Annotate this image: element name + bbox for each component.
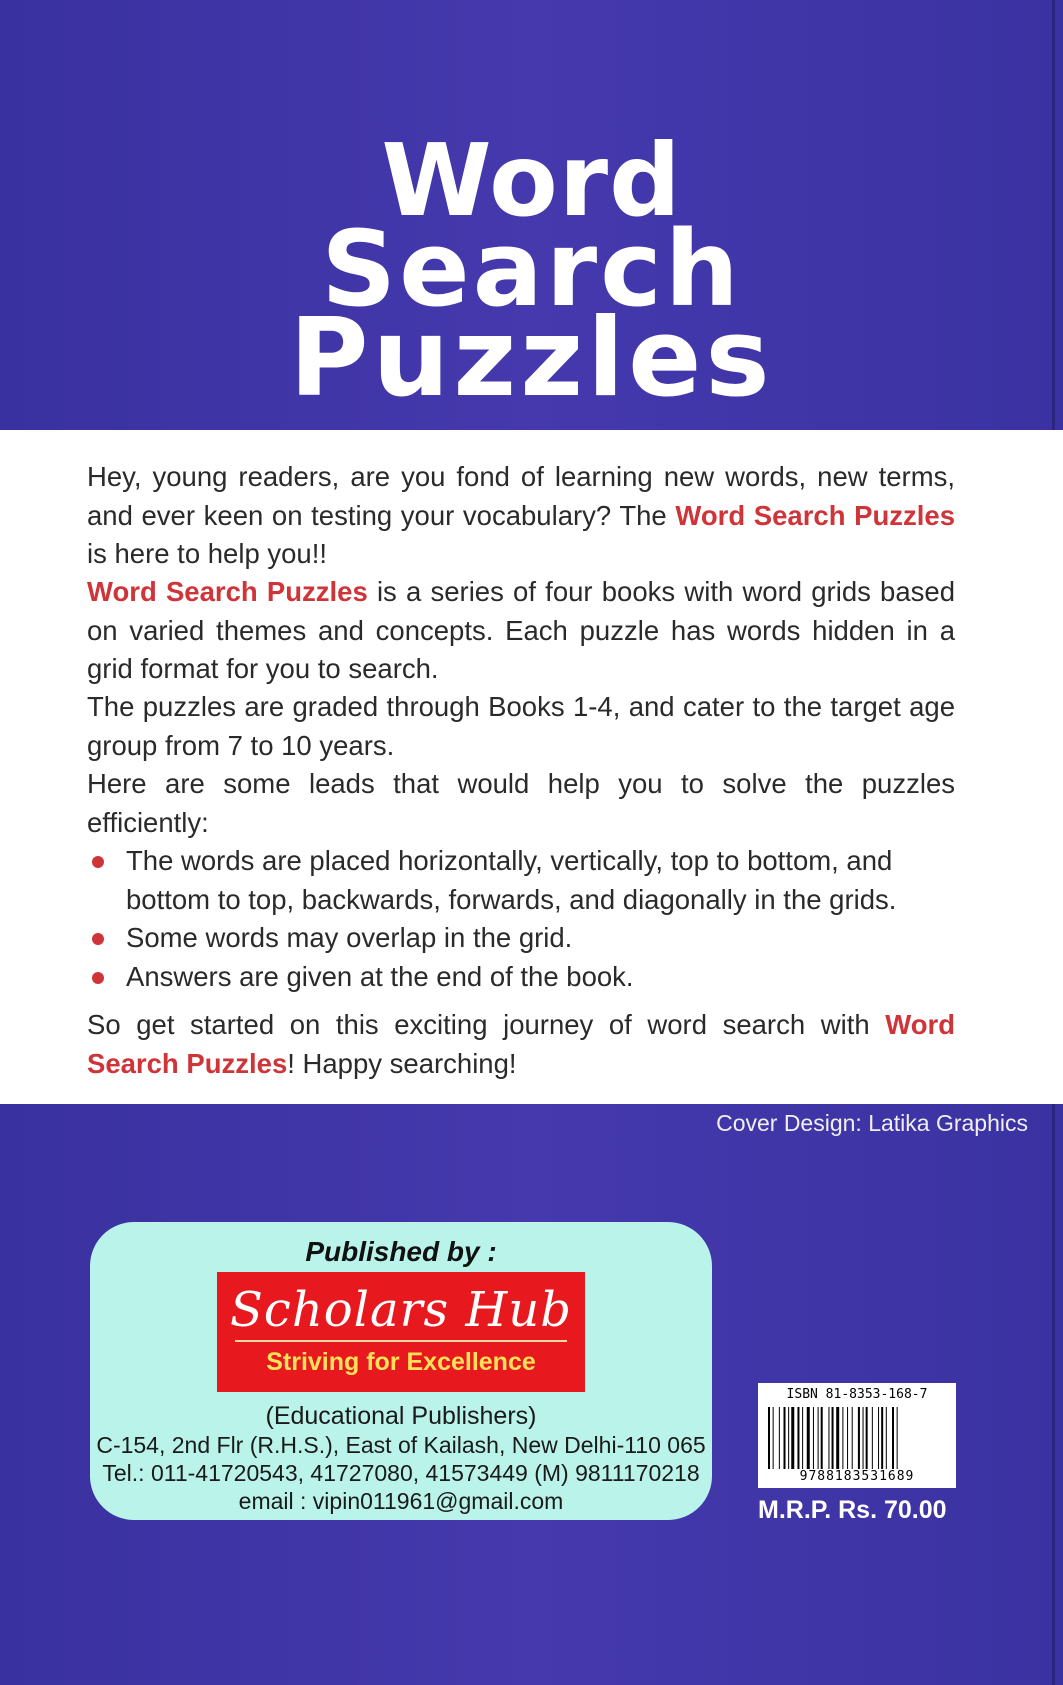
list-item	[87, 842, 955, 919]
title-line-search: Search	[321, 208, 742, 330]
isbn-digits: 9788183531689	[799, 1469, 915, 1484]
closing-text: So get started on this exciting journey of word search with	[87, 1009, 886, 1040]
publisher-address: C-154, 2nd Flr (R.H.S.), East of Kailash, New Delhi-110 065	[96, 1432, 706, 1458]
title-line-word: Word	[381, 122, 682, 239]
publisher-logo	[217, 1272, 585, 1392]
publisher-phone: Tel.: 011-41720543, 41727080, 41573449 (M) 9811170218	[102, 1460, 700, 1486]
intro-paragraph	[87, 458, 955, 574]
title-line-puzzles: Puzzles	[289, 296, 774, 421]
publisher-email: email : vipin011961@gmail.com	[238, 1488, 564, 1514]
bullet-dot-icon	[92, 856, 104, 868]
tip-text: The words are placed horizontally, vertically, top to bottom, and bottom to top, backwards, forwards, and diagonally in the grids.	[126, 845, 897, 915]
series-name-highlight: Word Search Puzzles	[675, 499, 955, 531]
list-item	[87, 958, 955, 997]
tip-text: Some words may overlap in the grid.	[126, 922, 573, 953]
logo-divider	[235, 1340, 567, 1342]
series-name-highlight: Word Search Puzzles	[87, 1009, 955, 1079]
isbn-label: ISBN 81-8353-168-7	[786, 1387, 928, 1402]
bullet-dot-icon	[92, 933, 104, 945]
intro-text-end: is here to help you!!	[87, 538, 328, 569]
leads-paragraph: Here are some leads that would help you to solve the puzzles efficiently:	[87, 768, 955, 838]
list-item	[87, 919, 955, 958]
tips-list	[87, 842, 955, 996]
barcode-icon	[766, 1407, 948, 1469]
logo-name: Scholars Hub	[230, 1282, 572, 1338]
series-paragraph	[87, 573, 955, 689]
isbn-barcode-box	[758, 1383, 956, 1488]
logo-tagline: Striving for Excellence	[266, 1348, 536, 1376]
published-by-label: Published by :	[305, 1236, 497, 1267]
grading-paragraph: The puzzles are graded through Books 1-4, and cater to the target age group from 7 to 10 years.	[87, 691, 955, 761]
price-label: M.R.P. Rs. 70.00	[758, 1496, 947, 1524]
publisher-box	[90, 1222, 712, 1520]
closing-text-end: ! Happy searching!	[287, 1047, 517, 1079]
tip-text: Answers are given at the end of the book.	[126, 960, 634, 992]
series-name-highlight: Word Search Puzzles	[87, 576, 368, 607]
publisher-type: (Educational Publishers)	[265, 1402, 537, 1430]
cover-design-credit: Cover Design: Latika Graphics	[716, 1110, 1028, 1136]
intro-text: Hey, young readers, are you fond of learning new words, new terms, and ever keen on testing your vocabulary? The	[87, 461, 955, 531]
bullet-dot-icon	[92, 972, 104, 984]
series-text: is a series of four books with word grids based on varied themes and concepts. Each puzzle has words hidden in a grid format for you to search.	[87, 576, 955, 684]
closing-paragraph	[87, 1006, 955, 1083]
